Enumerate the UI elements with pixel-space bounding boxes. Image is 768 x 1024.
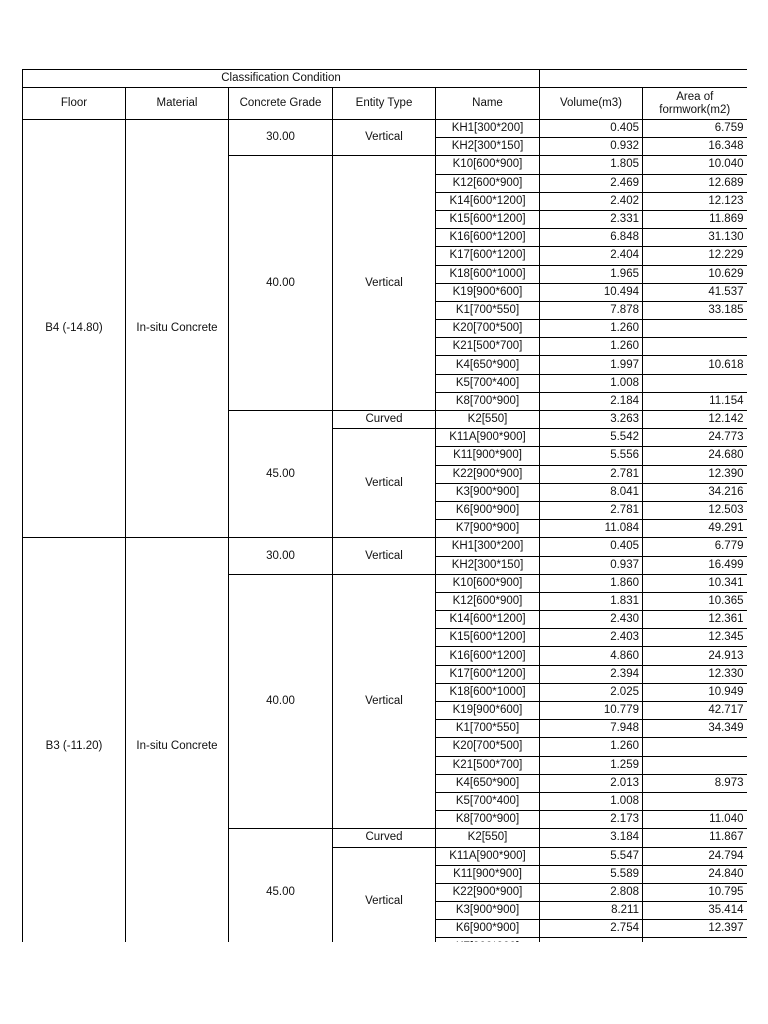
volume-cell: 0.405 <box>540 538 643 556</box>
name-cell: K3[900*900] <box>436 902 540 920</box>
formwork-area-cell: 12.229 <box>643 247 747 265</box>
name-cell: K1[700*550] <box>436 301 540 319</box>
formwork-area-cell: 10.629 <box>643 265 747 283</box>
formwork-area-cell: 24.840 <box>643 865 747 883</box>
volume-cell: 0.932 <box>540 138 643 156</box>
name-column-header: Name <box>436 88 540 120</box>
name-cell: K20[700*500] <box>436 320 540 338</box>
formwork-area-cell: 12.330 <box>643 665 747 683</box>
name-cell: K16[600*1200] <box>436 229 540 247</box>
name-cell: K8[700*900] <box>436 811 540 829</box>
name-cell: K22[900*900] <box>436 883 540 901</box>
volume-cell: 0.937 <box>540 556 643 574</box>
volume-cell: 5.589 <box>540 865 643 883</box>
formwork-area-cell: 10.341 <box>643 574 747 592</box>
formwork-area-cell: 12.123 <box>643 192 747 210</box>
name-cell: K12[600*900] <box>436 592 540 610</box>
formwork-area-cell: 10.795 <box>643 883 747 901</box>
volume-cell: 8.041 <box>540 483 643 501</box>
name-cell: K3[900*900] <box>436 483 540 501</box>
formwork-area-cell: 35.414 <box>643 902 747 920</box>
name-cell: K19[900*600] <box>436 702 540 720</box>
name-cell: K4[650*900] <box>436 356 540 374</box>
concrete-grade-cell: 40.00 <box>229 574 333 829</box>
name-cell: KH2[300*150] <box>436 556 540 574</box>
formwork-area-cell <box>643 792 747 810</box>
volume-cell: 3.184 <box>540 829 643 847</box>
table-row <box>23 538 747 556</box>
formwork-area-cell: 24.773 <box>643 429 747 447</box>
volume-cell: 2.808 <box>540 883 643 901</box>
name-cell: KH1[300*200] <box>436 538 540 556</box>
name-cell: K2[550] <box>436 829 540 847</box>
entity-type-cell: Vertical <box>333 429 436 538</box>
volume-cell: 1.805 <box>540 156 643 174</box>
volume-cell: 1.260 <box>540 320 643 338</box>
concrete-quantity-table <box>22 69 747 957</box>
formwork-area-cell: 6.759 <box>643 120 747 138</box>
volume-cell: 1.860 <box>540 574 643 592</box>
formwork-area-cell: 16.348 <box>643 138 747 156</box>
volume-cell: 2.430 <box>540 611 643 629</box>
volume-cell: 1.260 <box>540 338 643 356</box>
grade-column-header: Concrete Grade <box>229 88 333 120</box>
formwork-area-cell: 49.291 <box>643 520 747 538</box>
page-bottom-margin <box>0 942 768 1024</box>
concrete-grade-cell: 45.00 <box>229 829 333 956</box>
name-cell: KH2[300*150] <box>436 138 540 156</box>
name-cell: K22[900*900] <box>436 465 540 483</box>
formwork-area-cell: 34.349 <box>643 720 747 738</box>
name-cell: K4[650*900] <box>436 774 540 792</box>
formwork-area-cell: 8.973 <box>643 774 747 792</box>
volume-cell: 2.402 <box>540 192 643 210</box>
formwork-area-cell: 33.185 <box>643 301 747 319</box>
concrete-grade-cell: 30.00 <box>229 120 333 156</box>
entity-type-cell: Vertical <box>333 847 436 956</box>
volume-cell: 2.404 <box>540 247 643 265</box>
name-cell: K5[700*400] <box>436 374 540 392</box>
formwork-area-cell: 10.365 <box>643 592 747 610</box>
formwork-area-cell: 10.949 <box>643 683 747 701</box>
formwork-area-cell: 12.345 <box>643 629 747 647</box>
volume-cell: 2.173 <box>540 811 643 829</box>
volume-cell: 2.403 <box>540 629 643 647</box>
volume-cell: 7.948 <box>540 720 643 738</box>
name-cell: K20[700*500] <box>436 738 540 756</box>
volume-cell: 1.831 <box>540 592 643 610</box>
entity-type-cell: Vertical <box>333 538 436 574</box>
concrete-grade-cell: 45.00 <box>229 411 333 538</box>
name-cell: K6[900*900] <box>436 920 540 938</box>
name-cell: K17[600*1200] <box>436 247 540 265</box>
formwork-area-cell: 11.154 <box>643 392 747 410</box>
entity-type-cell: Vertical <box>333 120 436 156</box>
formwork-area-cell: 12.503 <box>643 501 747 519</box>
volume-cell: 1.997 <box>540 356 643 374</box>
formwork-area-cell: 10.618 <box>643 356 747 374</box>
classification-condition-header: Classification Condition <box>23 70 540 88</box>
name-cell: K15[600*1200] <box>436 629 540 647</box>
name-cell: K5[700*400] <box>436 792 540 810</box>
name-cell: K7[900*900] <box>436 520 540 538</box>
material-cell: In-situ Concrete <box>126 120 229 538</box>
volume-cell: 11.084 <box>540 520 643 538</box>
formwork-area-cell: 11.040 <box>643 811 747 829</box>
name-cell: K11A[900*900] <box>436 847 540 865</box>
formwork-area-cell <box>643 374 747 392</box>
formwork-area-cell: 42.717 <box>643 702 747 720</box>
table-row <box>23 120 747 138</box>
volume-cell: 10.494 <box>540 283 643 301</box>
name-cell: K10[600*900] <box>436 574 540 592</box>
name-cell: K15[600*1200] <box>436 210 540 228</box>
formwork-area-cell: 10.040 <box>643 156 747 174</box>
name-cell: K1[700*550] <box>436 720 540 738</box>
volume-cell: 2.394 <box>540 665 643 683</box>
volume-cell: 8.211 <box>540 902 643 920</box>
floor-column-header: Floor <box>23 88 126 120</box>
name-cell: K8[700*900] <box>436 392 540 410</box>
concrete-grade-cell: 30.00 <box>229 538 333 574</box>
volume-cell: 6.848 <box>540 229 643 247</box>
formwork-area-cell: 24.680 <box>643 447 747 465</box>
formwork-area-cell: 6.779 <box>643 538 747 556</box>
entity-type-column-header: Entity Type <box>333 88 436 120</box>
name-cell: K2[550] <box>436 411 540 429</box>
column-header-row <box>23 88 747 120</box>
volume-cell: 1.259 <box>540 756 643 774</box>
volume-cell: 1.260 <box>540 738 643 756</box>
name-cell: K11[900*900] <box>436 865 540 883</box>
volume-cell: 5.542 <box>540 429 643 447</box>
entity-type-cell: Curved <box>333 829 436 847</box>
formwork-column-header: Area of formwork(m2) <box>643 88 747 120</box>
name-cell: K16[600*1200] <box>436 647 540 665</box>
formwork-area-cell: 24.913 <box>643 647 747 665</box>
volume-cell: 2.025 <box>540 683 643 701</box>
floor-cell: B4 (-14.80) <box>23 120 126 538</box>
formwork-area-cell: 12.397 <box>643 920 747 938</box>
formwork-area-cell <box>643 338 747 356</box>
volume-cell: 10.779 <box>540 702 643 720</box>
formwork-area-cell <box>643 320 747 338</box>
volume-cell: 5.556 <box>540 447 643 465</box>
volume-cell: 7.878 <box>540 301 643 319</box>
volume-cell: 2.754 <box>540 920 643 938</box>
formwork-area-cell: 24.794 <box>643 847 747 865</box>
name-cell: KH1[300*200] <box>436 120 540 138</box>
name-cell: K21[500*700] <box>436 338 540 356</box>
formwork-area-cell: 31.130 <box>643 229 747 247</box>
name-cell: K6[900*900] <box>436 501 540 519</box>
name-cell: K18[600*1000] <box>436 683 540 701</box>
formwork-area-cell: 16.499 <box>643 556 747 574</box>
name-cell: K11[900*900] <box>436 447 540 465</box>
volume-cell: 2.781 <box>540 465 643 483</box>
name-cell: K12[600*900] <box>436 174 540 192</box>
formwork-area-cell: 12.689 <box>643 174 747 192</box>
volume-cell: 1.008 <box>540 792 643 810</box>
material-cell: In-situ Concrete <box>126 538 229 956</box>
formwork-area-cell: 34.216 <box>643 483 747 501</box>
name-cell: K19[900*600] <box>436 283 540 301</box>
formwork-area-cell <box>643 756 747 774</box>
volume-column-header: Volume(m3) <box>540 88 643 120</box>
volume-cell: 2.184 <box>540 392 643 410</box>
name-cell: K17[600*1200] <box>436 665 540 683</box>
header-group-blank <box>540 70 747 88</box>
header-group-row <box>23 70 747 88</box>
formwork-area-cell: 12.142 <box>643 411 747 429</box>
name-cell: K11A[900*900] <box>436 429 540 447</box>
volume-cell: 2.013 <box>540 774 643 792</box>
floor-cell: B3 (-11.20) <box>23 538 126 956</box>
formwork-area-cell: 41.537 <box>643 283 747 301</box>
formwork-area-cell <box>643 738 747 756</box>
entity-type-cell: Vertical <box>333 574 436 829</box>
formwork-area-cell: 11.867 <box>643 829 747 847</box>
name-cell: K21[500*700] <box>436 756 540 774</box>
volume-cell: 2.781 <box>540 501 643 519</box>
name-cell: K14[600*1200] <box>436 611 540 629</box>
volume-cell: 1.965 <box>540 265 643 283</box>
volume-cell: 4.860 <box>540 647 643 665</box>
concrete-grade-cell: 40.00 <box>229 156 333 411</box>
name-cell: K14[600*1200] <box>436 192 540 210</box>
name-cell: K18[600*1000] <box>436 265 540 283</box>
volume-cell: 2.331 <box>540 210 643 228</box>
entity-type-cell: Curved <box>333 411 436 429</box>
formwork-area-cell: 12.390 <box>643 465 747 483</box>
volume-cell: 3.263 <box>540 411 643 429</box>
volume-cell: 2.469 <box>540 174 643 192</box>
volume-cell: 0.405 <box>540 120 643 138</box>
volume-cell: 1.008 <box>540 374 643 392</box>
material-column-header: Material <box>126 88 229 120</box>
formwork-area-cell: 12.361 <box>643 611 747 629</box>
volume-cell: 5.547 <box>540 847 643 865</box>
formwork-area-cell: 11.869 <box>643 210 747 228</box>
name-cell: K10[600*900] <box>436 156 540 174</box>
entity-type-cell: Vertical <box>333 156 436 411</box>
